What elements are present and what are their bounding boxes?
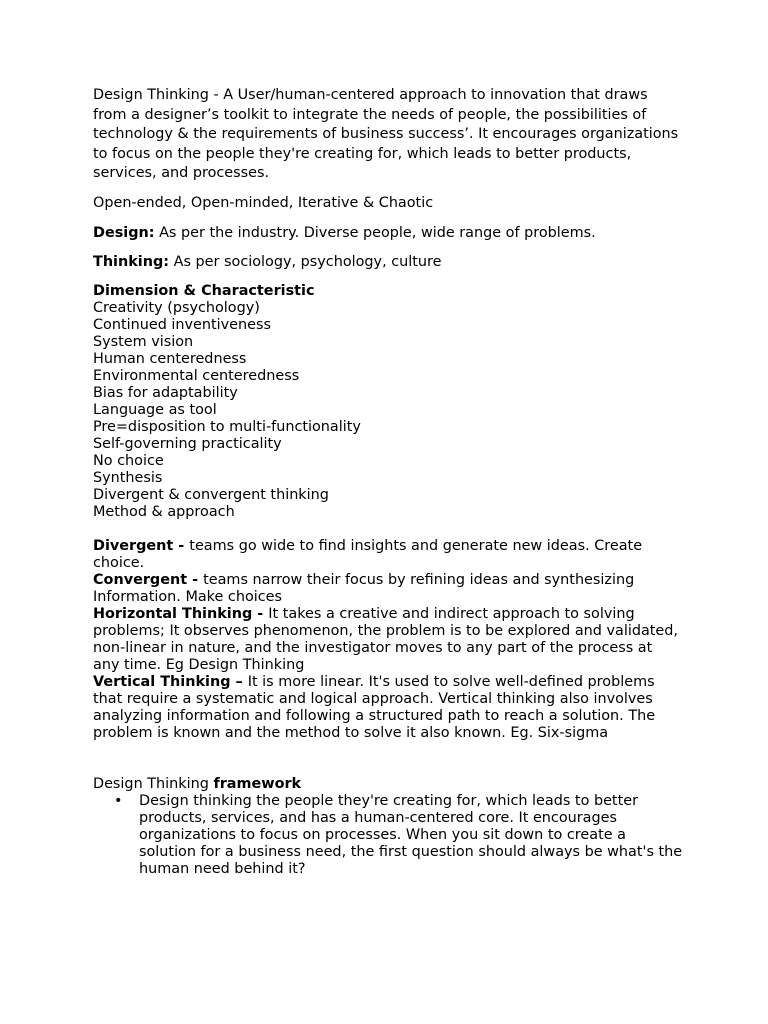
bullet-text: Design thinking the people they're creating for, which leads to better products, services, and has a human-centered core. It encourages organizations to focus on processes. When you sit down to create a solution for a business need, the first question should always be what's the human need behind it?: [139, 792, 683, 877]
convergent-text: teams narrow their focus by refining ideas and synthesizing: [203, 571, 635, 588]
horizontal-text: It takes a creative and indirect approach to solving problems; It observes phenomenon, the problem is to be explored and validated, non-linear in nature, and the investigator moves to any part of the process at any time. Eg Design Thinking: [93, 605, 678, 673]
divergent-line: [93, 538, 683, 572]
design-label: Design:: [93, 224, 155, 241]
framework-heading: [93, 776, 683, 793]
list-item: [114, 792, 683, 878]
thinking-line: [93, 253, 683, 273]
bullet-marker: •: [114, 792, 123, 809]
divergent-text: teams go wide to find insights and generate new ideas. Create choice.: [93, 537, 643, 571]
dimensions-list: [93, 283, 683, 521]
list-item: Pre=disposition to multi-functionality: [93, 418, 361, 435]
list-item: System vision: [93, 333, 194, 350]
thinking-text: As per sociology, psychology, culture: [169, 254, 442, 271]
design-text: As per the industry. Diverse people, wide range of problems.: [154, 224, 596, 241]
spacer: [93, 521, 683, 538]
list-item: Synthesis: [93, 469, 163, 486]
vertical-thinking-line: [93, 674, 683, 742]
list-item: Creativity (psychology): [93, 299, 260, 316]
traits-line: Open-ended, Open-minded, Iterative & Chaotic: [93, 194, 434, 211]
list-item: Divergent & convergent thinking: [93, 486, 329, 503]
convergent-continuation: Information. Make choices: [93, 588, 283, 605]
horizontal-thinking-line: [93, 606, 683, 674]
list-item: Language as tool: [93, 401, 217, 418]
document-body: [93, 86, 683, 878]
convergent-line: [93, 572, 683, 589]
framework-bold: framework: [213, 775, 302, 792]
list-item: Method & approach: [93, 503, 235, 520]
framework-prefix: Design Thinking: [93, 775, 214, 792]
design-line: [93, 224, 683, 244]
intro-paragraph: Design Thinking - A User/human-centered approach to innovation that draws from a designer’s toolkit to integrate the needs of people, the possibilities of technology & the requirements of business success’. It encourages organizations to focus on the people they're creating for, which leads to better products, services, and processes.: [93, 87, 679, 182]
spacer: [93, 742, 683, 776]
vertical-label: Vertical Thinking –: [93, 673, 248, 690]
framework-bullet-list: [93, 793, 683, 878]
horizontal-label: Horizontal Thinking -: [93, 605, 269, 622]
list-item: Bias for adaptability: [93, 384, 238, 401]
list-item: No choice: [93, 452, 164, 469]
divergent-label: Divergent -: [93, 537, 190, 554]
thinking-label: Thinking:: [93, 254, 170, 271]
dimensions-heading: Dimension & Characteristic: [93, 282, 315, 299]
list-item: Human centeredness: [93, 350, 247, 367]
vertical-text: It is more linear. It's used to solve well-defined problems that require a systematic and logical approach. Vertical thinking also involves analyzing information and following a structured path to reach a solution. The problem is known and the method to solve it also known. Eg. Six-sigma: [93, 673, 656, 741]
convergent-label: Convergent -: [93, 571, 204, 588]
list-item: Continued inventiveness: [93, 316, 272, 333]
list-item: Self-governing practicality: [93, 435, 282, 452]
list-item: Environmental centeredness: [93, 367, 300, 384]
